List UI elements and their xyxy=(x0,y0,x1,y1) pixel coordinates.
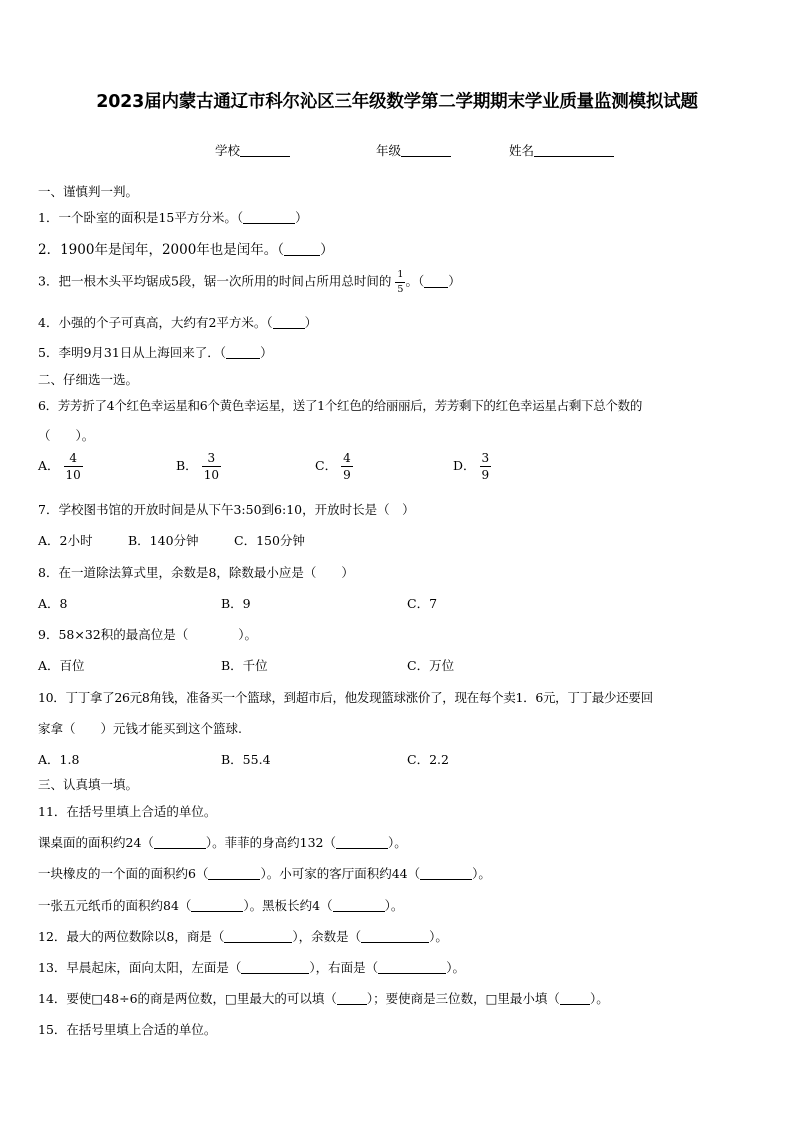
section-2-heading: 二、仔细选一选。 xyxy=(38,372,139,387)
question-10: 10．丁丁拿了26元8角钱，准备买一个篮球，到超市后，他发现篮球涨价了，现在每个卖1．6元，丁丁最少还要回 xyxy=(38,690,653,705)
option-b: B．140分钟 xyxy=(128,533,199,548)
option-a: A．百位 xyxy=(38,658,85,673)
question-15: 15．在括号里填上合适的单位。 xyxy=(38,1022,217,1037)
question-1: 1．一个卧室的面积是15平方分米。（ ） xyxy=(38,210,308,225)
section-3-heading: 三、认真填一填。 xyxy=(38,777,139,792)
option-c: C．150分钟 xyxy=(234,533,305,548)
question-9: 9．58×32积的最高位是（ ）。 xyxy=(38,627,257,642)
section-1-heading: 一、谨慎判一判。 xyxy=(38,184,139,199)
question-14: 14．要使□48÷6的商是两位数，□里最大的可以填（ ）；要使商是三位数，□里最小填（ ）。 xyxy=(38,991,609,1006)
school-field: 学校 xyxy=(215,141,290,159)
question-8: 8．在一道除法算式里，余数是8，除数最小应是（ ） xyxy=(38,565,354,580)
option-c: C．万位 xyxy=(407,658,455,673)
option-c: C．7 xyxy=(407,596,438,611)
question-6-cont: （ ）。 xyxy=(38,428,95,443)
option-b: B．55.4 xyxy=(221,752,271,767)
question-11-line-3: 一张五元纸币的面积约84（ ）。黑板长约4（ ）。 xyxy=(38,898,404,913)
option-c: C． $\frac{4}{9}$ xyxy=(315,451,351,482)
question-11-line-1: 课桌面的面积约24（ ）。菲菲的身高约132（ ）。 xyxy=(38,835,407,850)
option-a: A．2小时 xyxy=(38,533,93,548)
question-6: 6．芳芳折了4个红色幸运星和6个黄色幸运星，送了1个红色的给丽丽后，芳芳剩下的红色幸运星占剩下总个数的 xyxy=(38,398,643,413)
option-d: D． $\frac{3}{9}$ xyxy=(453,451,490,482)
grade-blank xyxy=(401,143,451,157)
name-field: 姓名 xyxy=(509,141,614,159)
option-a: A．8 xyxy=(38,596,68,611)
option-b: B． $\frac{3}{10}$ xyxy=(176,451,219,482)
name-blank xyxy=(534,143,614,157)
fraction-1-5: $\frac{1}{5}$ xyxy=(397,269,404,295)
question-10-cont: 家拿（ ）元钱才能买到这个篮球. xyxy=(38,721,242,736)
question-11: 11．在括号里填上合适的单位。 xyxy=(38,804,217,819)
question-11-line-2: 一块橡皮的一个面的面积约6（ ）。小可家的客厅面积约44（ ）。 xyxy=(38,866,491,881)
question-12: 12．最大的两位数除以8，商是（ ），余数是（ ）。 xyxy=(38,929,448,944)
option-a: A．1.8 xyxy=(38,752,80,767)
question-13: 13．早晨起床，面向太阳，左面是（ ），右面是（ ）。 xyxy=(38,960,465,975)
question-2: 2．1900年是闰年，2000年也是闰年。（ ） xyxy=(38,242,334,258)
option-b: B．千位 xyxy=(221,658,268,673)
question-5: 5．李明9月31日从上海回来了．（ ） xyxy=(38,345,273,360)
grade-field: 年级 xyxy=(376,141,451,159)
question-7: 7．学校图书馆的开放时间是从下午3:50到6:10，开放时长是（ ） xyxy=(38,502,415,517)
option-a: A． $\frac{4}{10}$ xyxy=(38,451,81,482)
option-b: B．9 xyxy=(221,596,251,611)
question-4: 4．小强的个子可真高，大约有2平方米。（ ） xyxy=(38,315,318,330)
option-c: C．2.2 xyxy=(407,752,449,767)
question-3: 3．把一根木头平均锯成5段，锯一次所用的时间占所用总时间的 $\frac{1}{5}$ 。（ ） xyxy=(38,269,461,295)
page-title: 2023届内蒙古通辽市科尔沁区三年级数学第二学期期末学业质量监测模拟试题 xyxy=(96,92,698,112)
school-blank xyxy=(240,143,290,157)
